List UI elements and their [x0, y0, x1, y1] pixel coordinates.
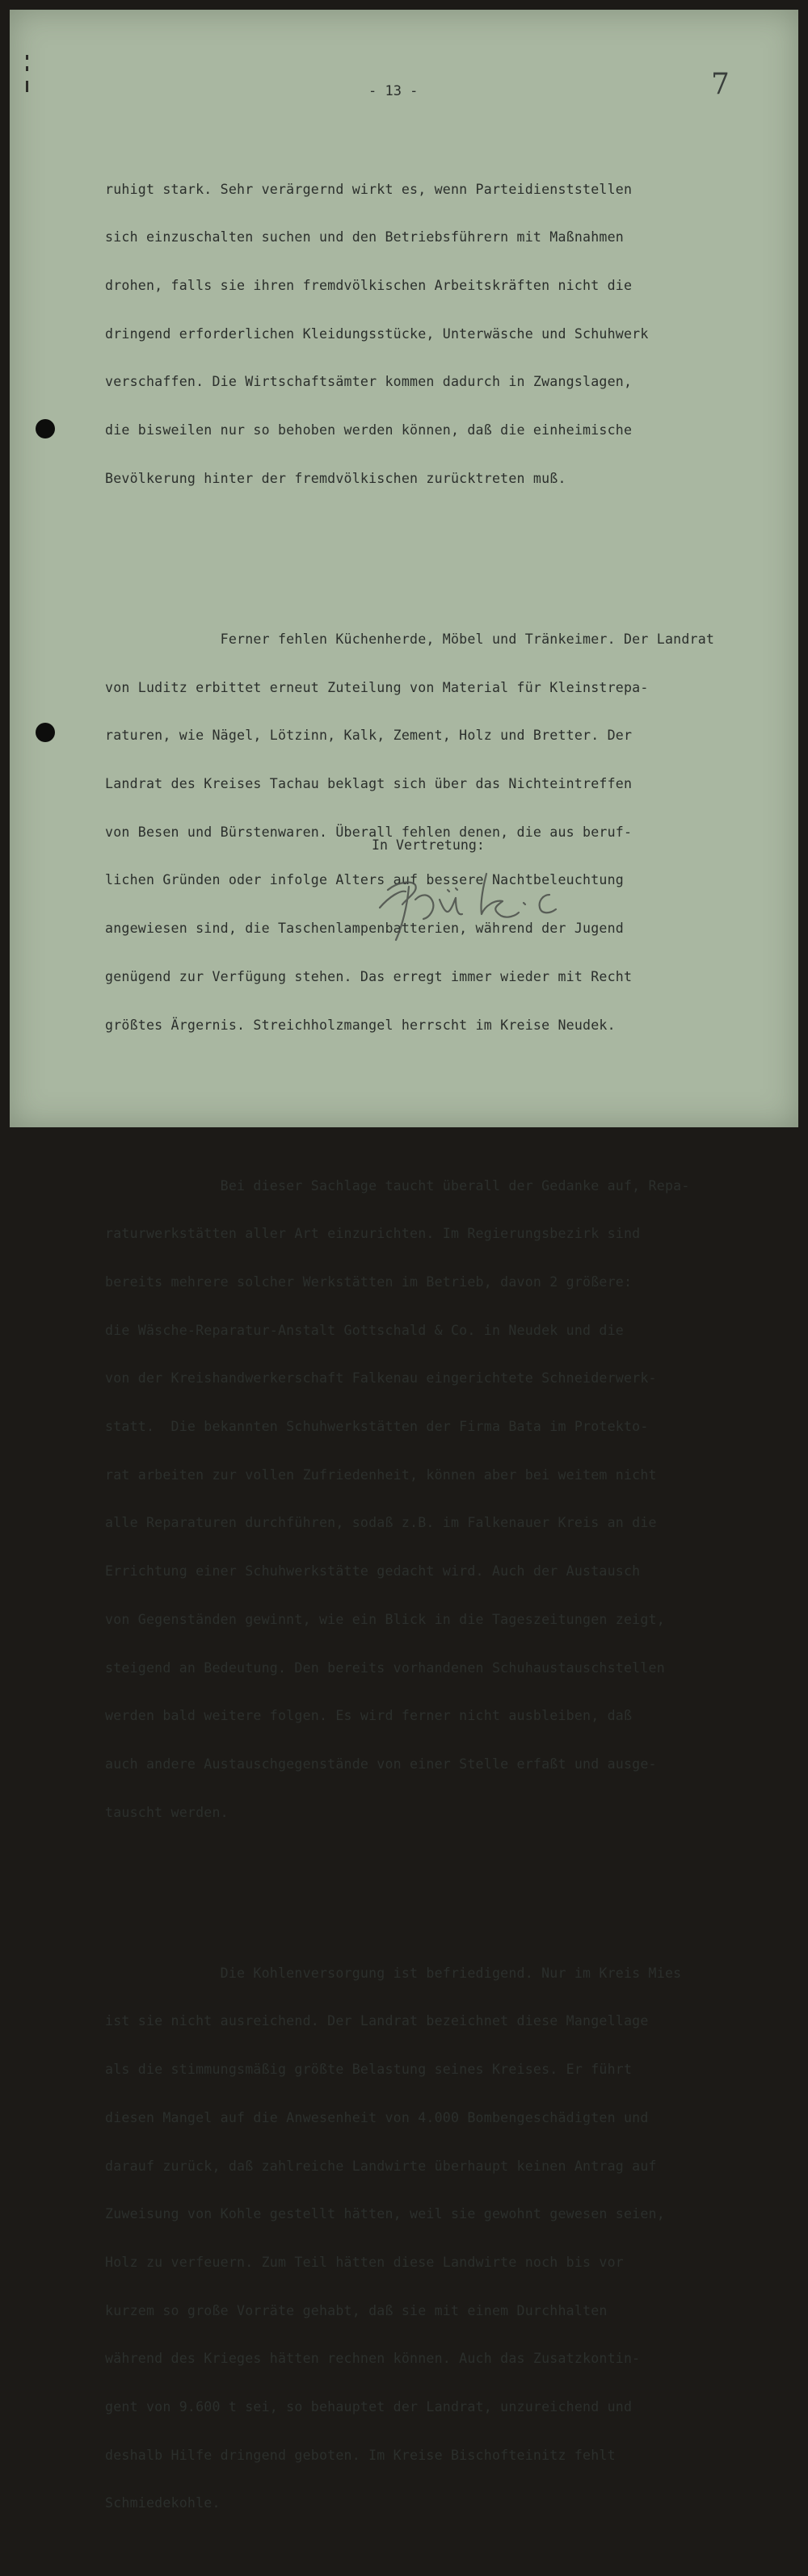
text-line: Errichtung einer Schuhwerkstätte gedacht wird. Auch der Austausch — [105, 1563, 641, 1580]
paragraph-4 — [105, 1933, 784, 2544]
text-line: verschaffen. Die Wirtschaftsämter kommen dadurch in Zwangslagen, — [105, 374, 633, 390]
document-page — [10, 10, 798, 2511]
text-line: drohen, falls sie ihren fremdvölkischen Arbeitskräften nicht die — [105, 278, 633, 294]
text-line: größtes Ärgernis. Streichholzmangel herrscht im Kreise Neudek. — [105, 1017, 616, 1033]
text-line: rat arbeiten zur vollen Zufriedenheit, können aber bei weitem nicht — [105, 1466, 657, 1483]
archive-page-number: 7 — [711, 68, 730, 101]
text-line: gent von 9.600 t sei, so behauptet der Landrat, unzureichend und — [105, 2399, 633, 2415]
text-line: von Gegenständen gewinnt, wie ein Blick in die Tageszeitungen zeigt, — [105, 1611, 665, 1627]
text-line: deshalb Hilfe dringend geboten. Im Kreise Bischofteinitz fehlt — [105, 2447, 616, 2463]
text-line: als die stimmungsmäßig größte Belastung seines Kreises. Er führt — [105, 2062, 633, 2078]
paragraph-2 — [105, 599, 784, 1065]
punch-hole-lower — [36, 723, 55, 742]
paragraph-gap — [105, 1097, 784, 1114]
text-line: ruhigt stark. Sehr verärgernd wirkt es, wenn Parteidienststellen — [105, 181, 633, 197]
text-line: werden bald weitere folgen. Es wird ferner nicht ausbleiben, daß — [105, 1708, 633, 1724]
text-line: lichen Gründen oder infolge Alters auf bessere Nachtbeleuchtung — [105, 872, 624, 888]
text-line: Bei dieser Sachlage taucht überall der Gedanke auf, Repa- — [105, 1177, 690, 1194]
text-line: Ferner fehlen Küchenherde, Möbel und Tränkeimer. Der Landrat — [105, 631, 715, 647]
closing-in-vertretung: In Vertretung: — [372, 837, 485, 853]
text-line: auch andere Austauschgegenstände von einer Stelle erfaßt und ausge- — [105, 1756, 657, 1772]
text-line: Die Kohlenversorgung ist befriedigend. Nur im Kreis Mies — [105, 1965, 682, 1981]
text-line: sich einzuschalten suchen und den Betriebsführern mit Maßnahmen — [105, 229, 624, 245]
paragraph-gap — [105, 1885, 784, 1901]
text-line: die Wäsche-Reparatur-Anstalt Gottschald & Co. in Neudek und die — [105, 1322, 624, 1338]
paragraph-gap — [105, 551, 784, 567]
paragraph-3 — [105, 1146, 784, 1853]
text-line: kurzem so große Vorräte gehabt, daß sie mit einem Durchhalten — [105, 2302, 608, 2318]
text-line: alle Reparaturen durchführen, sodaß z.B. im Falkenauer Kreis an die — [105, 1515, 657, 1531]
text-line: genügend zur Verfügung stehen. Das erregt immer wieder mit Recht — [105, 968, 633, 984]
text-line: angewiesen sind, die Taschenlampenbatterien, während der Jugend — [105, 921, 624, 937]
text-line: von Besen und Bürstenwaren. Überall fehlen denen, die aus beruf- — [105, 824, 633, 840]
margin-tick-marks — [24, 55, 31, 95]
text-line: ist sie nicht ausreichend. Der Landrat bezeichnet diese Mangellage — [105, 2013, 649, 2029]
handwritten-signature — [365, 858, 632, 946]
text-line: die bisweilen nur so behoben werden können, daß die einheimische — [105, 422, 633, 438]
page-number: - 13 - — [368, 83, 419, 99]
text-line: diesen Mangel auf die Anwesenheit von 4.000 Bombengeschädigten und — [105, 2109, 649, 2125]
text-line: statt. Die bekannten Schuhwerkstätten der Firma Bata im Protekto- — [105, 1419, 649, 1435]
text-line: steigend an Bedeutung. Den bereits vorhandenen Schuhaustauschstellen — [105, 1659, 665, 1676]
text-line: Schmiedekohle. — [105, 2495, 221, 2511]
punch-hole-upper — [36, 419, 55, 438]
text-line: dringend erforderlichen Kleidungsstücke, Unterwäsche und Schuhwerk — [105, 325, 649, 342]
text-line: bereits mehrere solcher Werkstätten im Betrieb, davon 2 größere: — [105, 1273, 633, 1290]
text-line: Landrat des Kreises Tachau beklagt sich über das Nichteintreffen — [105, 775, 633, 791]
body-text — [105, 117, 784, 2576]
text-line: Holz zu verfeuern. Zum Teil hätten diese Landwirte noch bis vor — [105, 2254, 624, 2270]
text-line: darauf zurück, daß zahlreiche Landwirte überhaupt keinen Antrag auf — [105, 2158, 657, 2174]
text-line: tauscht werden. — [105, 1804, 229, 1820]
text-line: von Luditz erbittet erneut Zuteilung von Material für Kleinstrepa- — [105, 679, 649, 695]
text-line: raturwerkstätten aller Art einzurichten. Im Regierungsbezirk sind — [105, 1226, 641, 1242]
paragraph-1 — [105, 149, 784, 519]
text-line: Bevölkerung hinter der fremdvölkischen zurücktreten muß. — [105, 470, 566, 486]
text-line: während des Krieges hätten rechnen können. Auch das Zusatzkontin- — [105, 2351, 641, 2367]
text-line: Zuweisung von Kohle gestellt hätten, weil sie gewohnt gewesen seien, — [105, 2206, 665, 2222]
text-line: raturen, wie Nägel, Lötzinn, Kalk, Zement, Holz und Bretter. Der — [105, 728, 633, 744]
text-line: von der Kreishandwerkerschaft Falkenau eingerichtete Schneiderwerk- — [105, 1370, 657, 1387]
